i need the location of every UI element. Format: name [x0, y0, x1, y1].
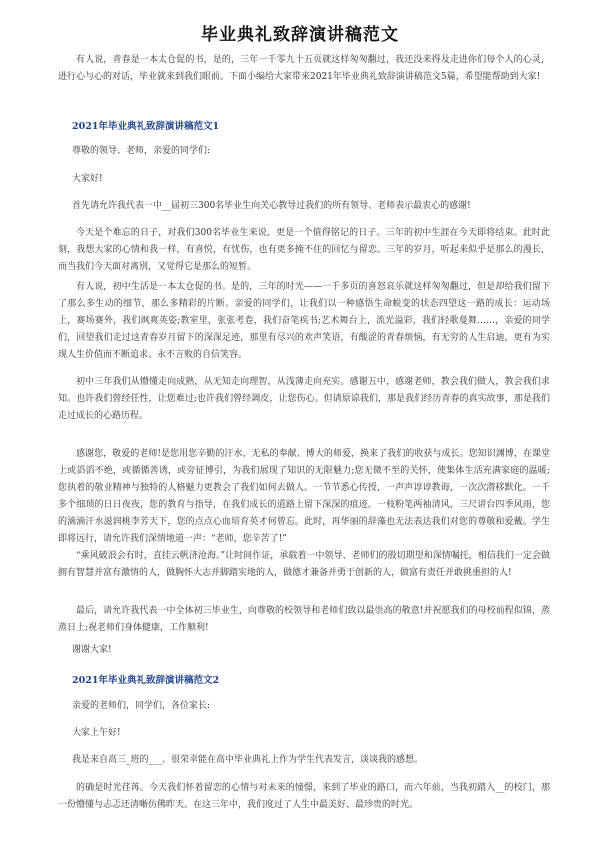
s1-salutation: 尊敬的领导、老师，亲爱的同学们: — [72, 146, 211, 156]
intro-paragraph: 有人说，青春是一本太仓促的书，是的，三年一千零九十五页就这样匆匆翻过，我还没来得及走进你们每个人的心灵，进行心与心的对话，毕业就来到我们眼前。下面小编给大家带来2021年毕业典礼致辞演讲稿范文5篇，希望能帮助到大家! — [58, 55, 550, 82]
s1-paragraph-teacher: 感谢您，敬爱的老师!是您用您辛勤的汗水、无私的奉献、博大的师爱，换来了我们的收获与成长。您知识渊博，在课堂上或滔滔不绝，或循循善诱，或旁征博引，为我们展现了知识的无限魅力;您无微不至的关怀，使集体生活充满家庭的温暖;您执着的敬业精神与独特的人格魅力更教会了我们如何去做人。一节节悉心传授，一声声谆谆教诲，一次次潜移默化。一千多个细琐的日日夜夜，您的教育与指导，在我们成长的道路上留下深深的痕迹。一枝粉笔两袖清风，三尺讲台四季风雨，您的滴滴汗水滋润桃李芳天下，您的点点心血培育英才何曾忘。此时，再华丽的辞藻也无法表达我们对您的尊敬和爱戴。学生即将远行，请允许我们深情地道一声：“老师，您辛苦了!” — [58, 449, 550, 544]
section1-heading: 2021年毕业典礼致辞演讲稿范文1 — [72, 121, 220, 132]
s1-paragraph-poem: “乘风破浪会有时，直挂云帆济沧海。”让时间作证，承载着一中领导、老师们的殷切期望和深情嘱托，相信我们一定会做拥有智慧并富有激情的人，做胸怀大志并脚踏实地的人，做德才兼备并勇于创新的人，做富有责任并敢挑重担的人! — [58, 551, 550, 578]
s1-thanks: 谢谢大家! — [72, 645, 112, 655]
s1-paragraph-day: 今天是个难忘的日子，对我们300名毕业生来说，更是一个值得铭记的日子。三年的初中生涯在今天即将结束。此时此刻，我想大家的心情和我一样，有喜悦，有忧伤，也有更多掩不住的回忆与留恋。三年的岁月，听起来似乎是那么的漫长，而当我们今天面对离别，又觉得它是那么的短暂。 — [58, 228, 550, 272]
s2-salutation: 亲爱的老师们，同学们，各位家长: — [72, 701, 211, 711]
s1-paragraph-growth: 初中三年我们从懵懂走向成熟，从无知走向理智，从浅薄走向充实。感谢五中，感谢老师，教会我们做人，教会我们求知。也许我们曾经任性，让您难过;也许我们曾经调皮，让您伤心。但请原谅我们，那是我们经历青春的真实故事，那是我们走过成长的心路历程。 — [58, 377, 550, 421]
section2-heading: 2021年毕业典礼致辞演讲稿范文2 — [72, 675, 220, 686]
s2-greeting: 大家上午好! — [72, 728, 121, 738]
s2-paragraph-intro: 我是来自高三_班的___。很荣幸能在高中毕业典礼上作为学生代表发言，谈谈我的感想。 — [72, 755, 424, 765]
s2-paragraph-time: 的确是时光荏苒。今天我们怀着留恋的心情与对未来的憧憬，来到了毕业的路口，而六年前，当我初踏入__的校门，那一份懵懂与忐忑还清晰仿佛昨天。在这三年中，我们度过了人生中最美好、最珍贵的时光。 — [58, 783, 550, 810]
s1-paragraph-thanks: 首先请允许我代表一中__届初三300名毕业生向关心教导过我们的所有领导、老师表示最衷心的感谢! — [72, 201, 471, 211]
document-title: 毕业典礼致辞演讲稿范文 — [201, 25, 399, 45]
s1-paragraph-book: 有人说，初中生活是一本太仓促的书。是的，三年的时光——一千多页的喜怒哀乐就这样匆匆翻过，但是却给我们留下了那么多生动的细节，那么多精彩的片断。亲爱的同学们，让我们以一种感悟生命蜕变的状态四望这一路的成长：运动场上，赛场赛外，我们飒爽英姿;教室里，张张考卷，我们奋笔疾书;艺术舞台上，流光溢彩，我们轻歌曼舞……，亲爱的同学们，回望我们走过这青春岁月留下的深深足迹，那里有尽兴的欢声笑语，有酸涩的青春烦恼，有无穷的人生启迪，更有为实现人生价值而不断追求、永不言败的自信笑容。 — [58, 282, 550, 360]
s1-paragraph-closing: 最后，请允许我代表一中全体初三毕业生，向尊敬的校领导和老师们致以最崇高的敬意!并祝愿我们的母校前程似锦，蒸蒸日上;祝老师们身体健康，工作顺利! — [58, 606, 550, 633]
s1-greeting: 大家好! — [72, 174, 103, 184]
